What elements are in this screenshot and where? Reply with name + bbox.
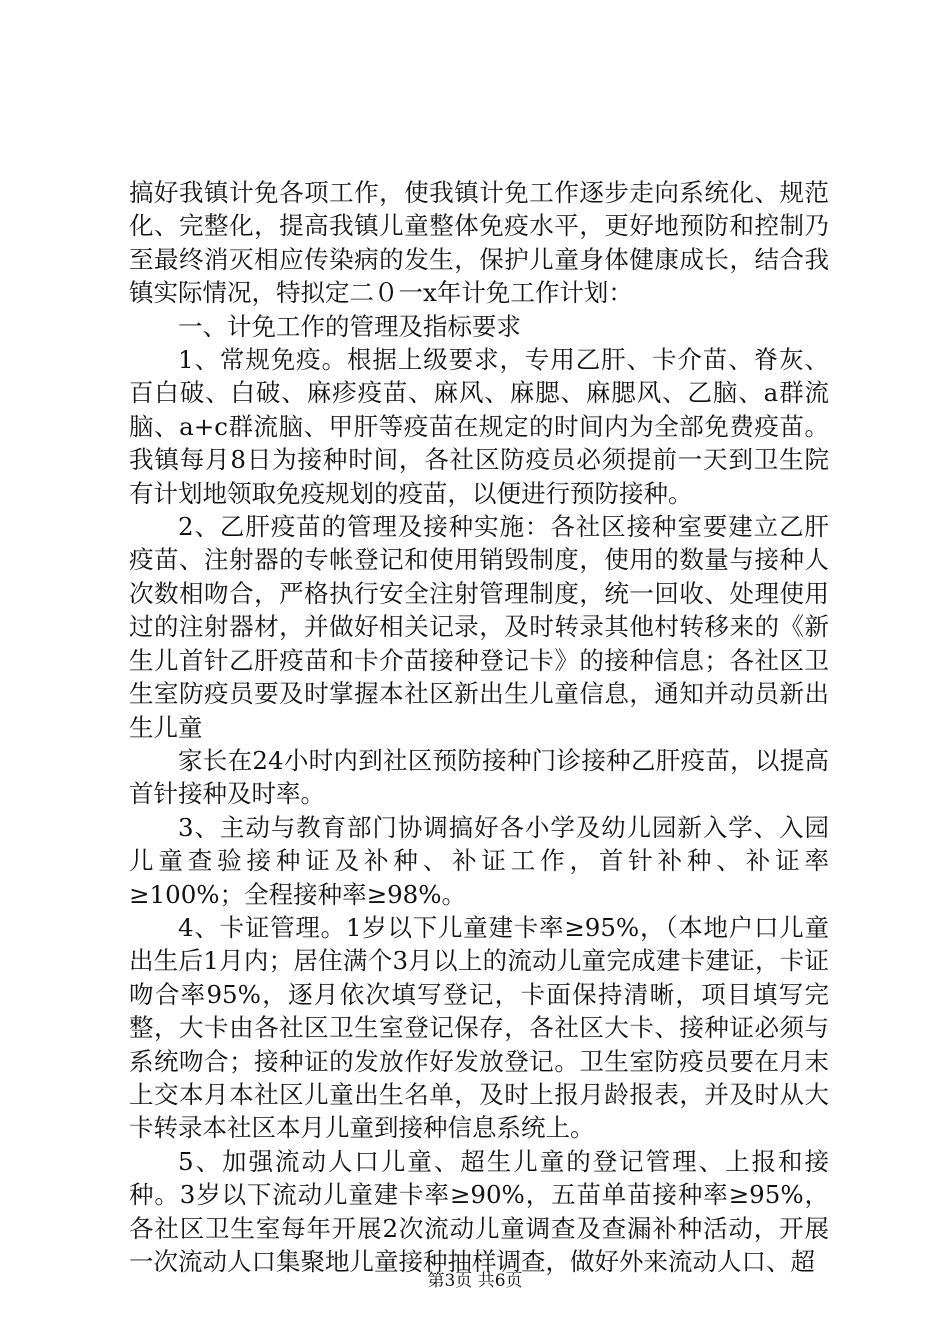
section-heading: 一、计免工作的管理及指标要求 xyxy=(178,311,521,341)
page-footer: 第3页 共6页 xyxy=(427,1271,523,1291)
paragraph-routine-immunization: 1、常规免疫。根据上级要求，专用乙肝、卡介苗、脊灰、百白破、白破、麻疹疫苗、麻风、麻腮、麻腮风、乙脑、a群流脑、a+c群流脑、甲肝等疫苗在规定的时间内为全部免费疫苗。我镇每月8日为接种时间，各社区防疫员必须提前一天到卫生院有计划地领取免疫规划的疫苗，以便进行预防接种。 xyxy=(129,345,829,508)
paragraph-card-management: 4、卡证管理。1岁以下儿童建卡率≥95%，（本地户口儿童出生后1月内；居住满个3月以上的流动儿童完成建卡建证，卡证吻合率95%，逐月依次填写登记，卡面保持清晰，项目填写完整，大卡由各社区卫生室登记保存，各社区大卡、接种证必须与系统吻合；接种证的发放作好发放登记。卫生室防疫员要在月末上交本月本社区儿童出生名单，及时上报月龄报表，并及时从大卡转录本社区本月儿童到接种信息系统上。 xyxy=(129,912,829,1143)
paragraph-hepatitis-b: 2、乙肝疫苗的管理及接种实施：各社区接种室要建立乙肝疫苗、注射器的专帐登记和使用销毁制度，使用的数量与接种人次数相吻合，严格执行安全注射管理制度，统一回收、处理使用过的注射器材，并做好相关记录，及时转录其他村转移来的《新生儿首针乙肝疫苗和卡介苗接种登记卡》的接种信息；各社区卫生室防疫员要及时掌握本社区新出生儿童信息，通知并动员新出生儿童 xyxy=(129,512,829,742)
document-body xyxy=(129,176,829,1278)
paragraph-floating-population: 5、加强流动人口儿童、超生儿童的登记管理、上报和接种。3岁以下流动儿童建卡率≥90%，五苗单苗接种率≥95%，各社区卫生室每年开展2次流动儿童调查及查漏补种活动，开展一次流动人口集聚地儿童接种抽样调查，做好外来流动人口、超 xyxy=(129,1146,829,1276)
paragraph-education-coordination: 3、主动与教育部门协调搞好各小学及幼儿园新入学、入园儿童查验接种证及补种、补证工作，首针补种、补证率≥100%；全程接种率≥98%。 xyxy=(129,812,829,909)
paragraph-parents: 家长在24小时内到社区预防接种门诊接种乙肝疫苗，以提高首针接种及时率。 xyxy=(129,745,829,809)
paragraph-intro: 搞好我镇计免各项工作，使我镇计免工作逐步走向系统化、规范化、完整化，提高我镇儿童整体免疫水平，更好地预防和控制乃至最终消灭相应传染病的发生，保护儿童身体健康成长，结合我镇实际情况，特拟定二０一x年计免工作计划： xyxy=(129,178,829,308)
